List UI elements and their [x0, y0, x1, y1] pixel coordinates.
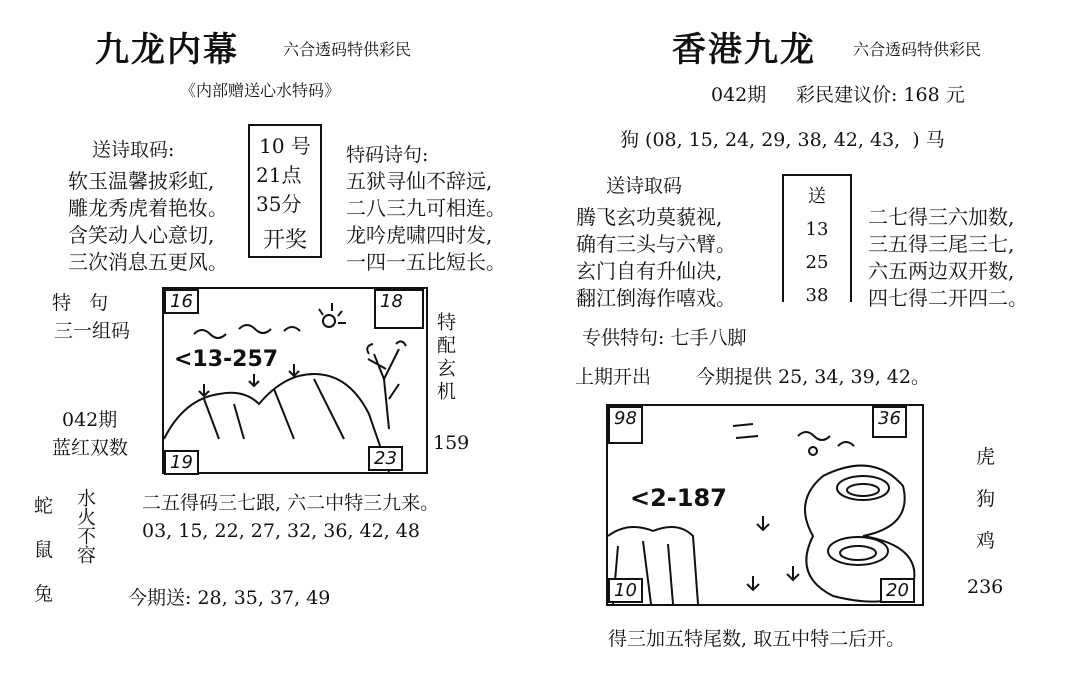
- right-sketch-text: <2-187: [630, 484, 727, 512]
- zodiac-item: 鼠: [34, 539, 54, 561]
- send-column-item: 13: [805, 219, 829, 240]
- draw-time-day: 10 号: [259, 134, 311, 158]
- zodiac-item: 鸡: [976, 530, 996, 552]
- price-label: 彩民建议价: 168 元: [796, 84, 965, 106]
- left-title: 九龙内幕: [95, 30, 239, 70]
- bottom-line: 得三加五特尾数, 取五中特二后开。: [608, 628, 906, 650]
- corner-number-tr: 18: [374, 289, 424, 329]
- left-poem-label: 送诗取码:: [92, 139, 175, 161]
- poem-line: 含笑动人心意切,: [68, 223, 215, 247]
- corner-number-br: 23: [368, 446, 403, 471]
- special-poem-label: 特码诗句:: [346, 144, 429, 166]
- special-poem: [346, 168, 506, 276]
- combo-label: 三一组码: [54, 320, 131, 342]
- draw-time-minute: 35分: [256, 192, 302, 216]
- corner-number-bl: 10: [608, 578, 643, 603]
- today-send: 今期送: 28, 35, 37, 49: [128, 587, 331, 609]
- poem-line: 四七得二开四二。: [868, 286, 1028, 310]
- left-poem: [68, 168, 228, 276]
- corner-number-tl: 16: [164, 289, 199, 314]
- poem-line: 雕龙秀虎着艳妆。: [68, 196, 228, 220]
- last-period: 上期开出: [575, 366, 652, 388]
- zodiac-item: 虎: [976, 446, 996, 468]
- poem-line: 六五两边双开数,: [868, 259, 1015, 283]
- zodiac-item: 兔: [34, 583, 54, 605]
- right-poem-label: 送诗取码: [606, 175, 683, 197]
- special-sentence: 专供特句: 七手八脚: [582, 327, 747, 349]
- left-side-number: 159: [433, 432, 470, 454]
- poem-line: 龙吟虎啸四时发,: [346, 223, 493, 247]
- send-column-item: 25: [805, 252, 829, 273]
- left-sketch-text: <13-257: [174, 347, 279, 372]
- right-zodiacs: [976, 436, 995, 562]
- poem-line: 腾飞玄功莫藐视,: [576, 205, 723, 229]
- poem-line: 确有三头与六臂。: [576, 232, 736, 256]
- poem-line: 玄门自有升仙决,: [576, 259, 723, 283]
- left-issue: 042期: [62, 409, 118, 431]
- left-subtitle: 六合透码特供彩民: [283, 40, 412, 59]
- this-period: 今期提供 25, 34, 39, 42。: [696, 366, 930, 388]
- corner-number-tr: 36: [872, 406, 907, 438]
- numbers-line: 03, 15, 22, 27, 32, 36, 42, 48: [142, 520, 420, 542]
- color-label: 蓝红双数: [52, 437, 129, 459]
- zodiac-item: 狗: [976, 488, 996, 510]
- poem-line: 二七得三六加数,: [868, 205, 1015, 229]
- left-zodiacs: [34, 484, 53, 616]
- poem-line: 三次消息五更风。: [68, 250, 228, 274]
- zodiac-item: 蛇: [34, 495, 54, 517]
- poem-line: 一四一五比短长。: [346, 250, 506, 274]
- left-tagline: 《内部赠送心水特码》: [180, 81, 341, 100]
- poem-line: 翻江倒海作嘻戏。: [576, 286, 736, 310]
- right-subtitle: 六合透码特供彩民: [853, 40, 982, 59]
- side-vertical-text: 特配玄机: [434, 312, 456, 404]
- draw-time-label: 开奖: [262, 228, 307, 253]
- send-column-item: 38: [805, 285, 829, 302]
- right-issue: 042期: [711, 84, 767, 106]
- poem-line: 五狱寻仙不辞远,: [346, 169, 493, 193]
- draw-time-box: [248, 124, 322, 258]
- right-poem: [576, 204, 736, 312]
- poem-line: 软玉温馨披彩虹,: [68, 169, 215, 193]
- right-poem-2: [868, 204, 1028, 312]
- right-title: 香港九龙: [672, 30, 816, 70]
- special-sentence-label: 特 句: [52, 292, 109, 314]
- right-side-number: 236: [967, 576, 1004, 598]
- corner-number-br: 20: [880, 578, 915, 603]
- elements-text: 水火不容: [74, 488, 96, 564]
- zodiac-line: 狗 (08, 15, 24, 29, 38, 42, 43, ) 马: [620, 129, 945, 151]
- corner-number-tl: 98: [608, 406, 643, 444]
- corner-number-bl: 19: [164, 450, 199, 475]
- send-column: [782, 174, 852, 302]
- send-column-label: 送: [808, 186, 826, 207]
- poem-line: 二八三九可相连。: [346, 196, 506, 220]
- draw-time-hour: 21点: [256, 163, 302, 187]
- hint-line: 二五得码三七跟, 六二中特三九来。: [142, 492, 440, 514]
- poem-line: 三五得三尾三七,: [868, 232, 1015, 256]
